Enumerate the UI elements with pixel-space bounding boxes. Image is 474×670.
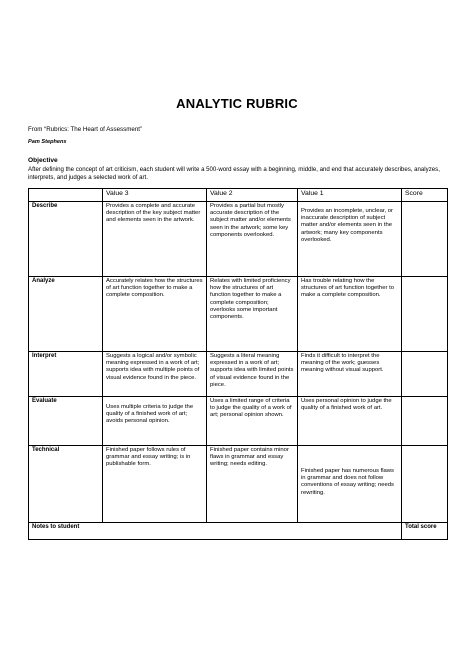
- table-row: [29, 446, 448, 523]
- criterion-analyze: Analyze: [29, 277, 103, 352]
- cell-value-1-text: Finished paper has numerous flaws in grammar and does not follow conventions of essay writing; needs rewriting.: [301, 468, 394, 496]
- header-value-2: Value 2: [207, 189, 298, 202]
- criterion-technical: Technical: [29, 446, 103, 523]
- cell-value-3: Accurately relates how the structures of art function together to make a complete composition.: [103, 277, 207, 352]
- score-cell: [402, 352, 448, 397]
- table-row: [29, 202, 448, 277]
- cell-value-3: [103, 397, 207, 446]
- table-row: [29, 397, 448, 446]
- cell-value-1: Uses personal opinion to judge the quality of a finished work of art.: [298, 397, 402, 446]
- score-cell: [402, 446, 448, 523]
- cell-value-3: Finished paper follows rules of grammar and essay writing; is in publishable form.: [103, 446, 207, 523]
- cell-value-1: Has trouble relating how the structures of art function together to make a complete composition.: [298, 277, 402, 352]
- header-value-3: Value 3: [103, 189, 207, 202]
- cell-value-3: Provides a complete and accurate description of the key subject matter and elements seen in the artwork.: [103, 202, 207, 277]
- cell-value-2: Uses a limited range of criteria to judge the quality of a work of art; personal opinion shown.: [207, 397, 298, 446]
- cell-value-1-text: Provides an incomplete, unclear, or inaccurate description of subject matter and/or elements seen in the artwork; many key components overlooked.: [301, 208, 394, 243]
- notes-to-student: Notes to student: [29, 523, 402, 540]
- table-row: [29, 277, 448, 352]
- table-row: [29, 352, 448, 397]
- criterion-describe: Describe: [29, 202, 103, 277]
- score-cell: [402, 202, 448, 277]
- source-citation: From “Rubrics: The Heart of Assessment”: [28, 126, 143, 133]
- criterion-interpret: Interpret: [29, 352, 103, 397]
- criterion-evaluate: Evaluate: [29, 397, 103, 446]
- total-score: Total score: [402, 523, 448, 540]
- header-criterion: [29, 189, 103, 202]
- header-value-1: Value 1: [298, 189, 402, 202]
- cell-value-2: Suggests a literal meaning expressed in a work of art; supports idea with limited points of visual evidence found in the piece.: [207, 352, 298, 397]
- author-name: Pam Stephens: [28, 139, 67, 145]
- cell-value-3: Suggests a logical and/or symbolic meaning expressed in a work of art; supports idea with multiple points of visual evidence found in the piece.: [103, 352, 207, 397]
- objective-heading: Objective: [28, 157, 58, 164]
- cell-value-1: Finds it difficult to interpret the meaning of the work; guesses meaning without visual support.: [298, 352, 402, 397]
- cell-value-2: Provides a partial but mostly accurate description of the subject matter and/or elements seen in the artwork; some key components overlooked.: [207, 202, 298, 277]
- footer-row: [29, 523, 448, 540]
- cell-value-2: Finished paper contains minor flaws in grammar and essay writing; needs editing.: [207, 446, 298, 523]
- score-cell: [402, 277, 448, 352]
- cell-value-1: [298, 446, 402, 523]
- header-row: [29, 189, 448, 202]
- score-cell: [402, 397, 448, 446]
- rubric-table: [28, 188, 448, 540]
- cell-value-1: [298, 202, 402, 277]
- objective-text: After defining the concept of art criticism, each student will write a 500-word essay with a beginning, middle, and end that accurately describes, analyzes, interprets, and judges a selected work of art.: [28, 166, 440, 181]
- cell-value-3-text: Uses multiple criteria to judge the quality of a finished work of art; avoids personal opinion.: [106, 404, 194, 425]
- cell-value-2: Relates with limited proficiency how the structures of art function together to make a complete composition; overlooks some important components.: [207, 277, 298, 352]
- header-score: Score: [402, 189, 448, 202]
- page-title: ANALYTIC RUBRIC: [176, 96, 298, 111]
